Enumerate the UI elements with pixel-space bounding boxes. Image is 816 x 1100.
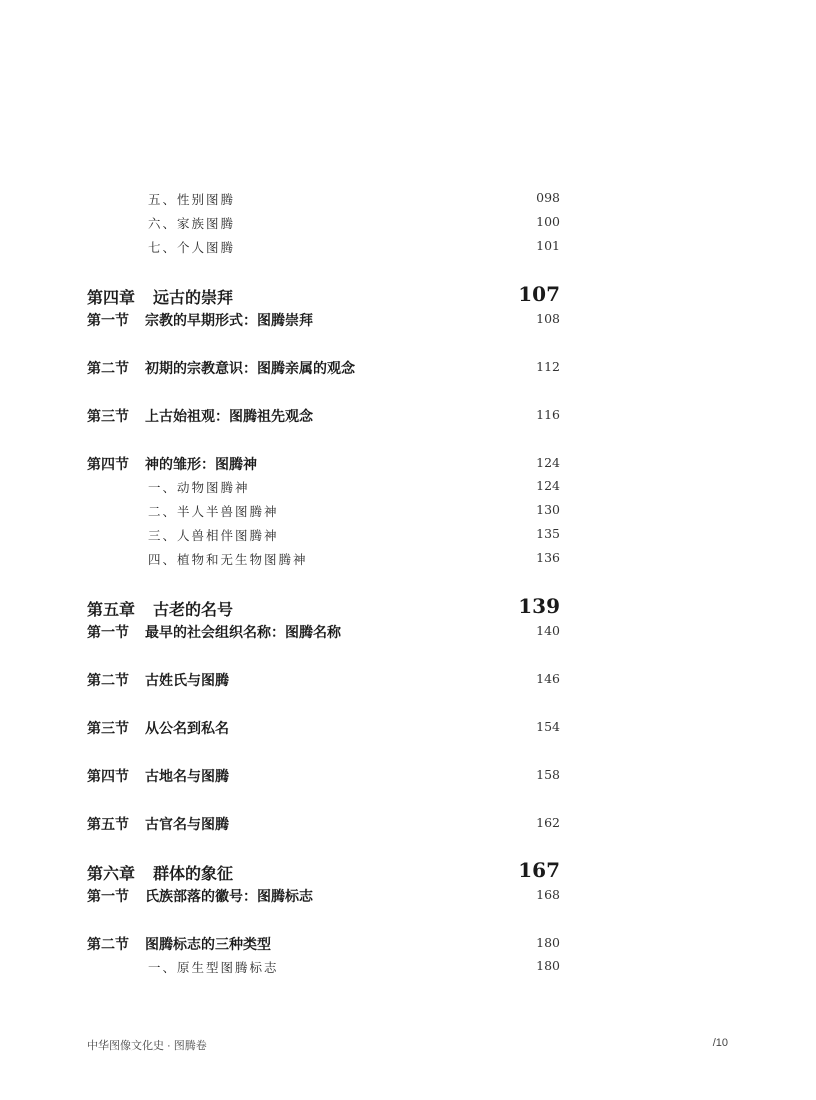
section-title: 初期的宗教意识：图腾亲属的观念 <box>145 361 355 377</box>
entry-page: 180 <box>536 958 560 973</box>
section-number: 第四节 <box>87 457 129 473</box>
entry-page: 100 <box>536 214 560 229</box>
section-number: 第二节 <box>87 937 129 953</box>
entry-label: 五、性别图腾 <box>148 192 236 207</box>
chapter-heading <box>87 597 233 620</box>
section-title: 氏族部落的徽号：图腾标志 <box>145 889 313 905</box>
toc-entry-sub <box>0 236 816 258</box>
section-heading <box>87 406 313 426</box>
footer-page-number: /10 <box>712 1037 728 1049</box>
chapter-page: 167 <box>518 858 560 882</box>
section-heading <box>87 814 229 834</box>
section-page: 180 <box>536 935 560 950</box>
section-title: 古地名与图腾 <box>145 769 229 785</box>
section-title: 图腾标志的三种类型 <box>145 937 271 953</box>
entry-label: 二、半人半兽图腾神 <box>148 504 279 519</box>
entry-label: 三、人兽相伴图腾神 <box>148 528 279 543</box>
toc-entry-section <box>0 405 816 427</box>
section-number: 第一节 <box>87 889 129 905</box>
section-heading <box>87 622 341 642</box>
section-title: 古姓氏与图腾 <box>145 673 229 689</box>
entry-label: 一、动物图腾神 <box>148 480 250 495</box>
toc-entry-sub <box>0 956 816 978</box>
toc-entry-section <box>0 885 816 907</box>
section-number: 第一节 <box>87 625 129 641</box>
toc-entry-section <box>0 621 816 643</box>
chapter-title: 古老的名号 <box>153 600 234 619</box>
entry-label: 七、个人图腾 <box>148 240 236 255</box>
section-page: 154 <box>536 719 560 734</box>
toc-entry-section <box>0 933 816 955</box>
section-number: 第一节 <box>87 313 129 329</box>
section-number: 第二节 <box>87 673 129 689</box>
chapter-title: 群体的象征 <box>153 864 234 883</box>
section-heading <box>87 934 271 954</box>
section-page: 146 <box>536 671 560 686</box>
toc-entry-section <box>0 765 816 787</box>
section-page: 112 <box>536 359 560 374</box>
toc-entry-section <box>0 717 816 739</box>
toc-entry-chapter <box>0 282 816 310</box>
chapter-page: 139 <box>518 594 560 618</box>
toc-entry-chapter <box>0 594 816 622</box>
section-page: 162 <box>536 815 560 830</box>
entry-page: 124 <box>536 478 560 493</box>
chapter-title: 远古的崇拜 <box>153 288 234 307</box>
entry-page: 130 <box>536 502 560 517</box>
toc-entry-chapter <box>0 858 816 886</box>
toc-entry-sub <box>0 548 816 570</box>
chapter-heading <box>87 861 233 884</box>
entry-label: 六、家族图腾 <box>148 216 236 231</box>
entry-label: 四、植物和无生物图腾神 <box>148 552 308 567</box>
section-heading <box>87 766 229 786</box>
section-number: 第三节 <box>87 721 129 737</box>
entry-page: 136 <box>536 550 560 565</box>
section-number: 第三节 <box>87 409 129 425</box>
toc-entry-sub <box>0 524 816 546</box>
entry-page: 098 <box>536 190 560 205</box>
section-page: 168 <box>536 887 560 902</box>
section-page: 140 <box>536 623 560 638</box>
toc-entry-sub <box>0 476 816 498</box>
section-title: 神的雏形：图腾神 <box>145 457 257 473</box>
section-number: 第四节 <box>87 769 129 785</box>
footer-book-title: 中华图像文化史 · 图腾卷 <box>87 1040 207 1052</box>
section-number: 第五节 <box>87 817 129 833</box>
section-title: 最早的社会组织名称：图腾名称 <box>145 625 341 641</box>
toc-entry-sub <box>0 188 816 210</box>
toc-entry-section <box>0 453 816 475</box>
entry-page: 135 <box>536 526 560 541</box>
chapter-number: 第六章 <box>87 864 136 883</box>
section-title: 宗教的早期形式：图腾崇拜 <box>145 313 313 329</box>
section-heading <box>87 670 229 690</box>
toc-entry-section <box>0 669 816 691</box>
section-page: 124 <box>536 455 560 470</box>
section-heading <box>87 718 229 738</box>
chapter-number: 第五章 <box>87 600 136 619</box>
toc-entry-sub <box>0 212 816 234</box>
section-number: 第二节 <box>87 361 129 377</box>
section-heading <box>87 358 355 378</box>
chapter-heading <box>87 285 233 308</box>
toc-entry-section <box>0 357 816 379</box>
section-heading <box>87 454 257 474</box>
chapter-page: 107 <box>518 282 560 306</box>
section-heading <box>87 886 313 906</box>
toc-entry-section <box>0 813 816 835</box>
entry-page: 101 <box>536 238 560 253</box>
section-title: 从公名到私名 <box>145 721 229 737</box>
chapter-number: 第四章 <box>87 288 136 307</box>
entry-label: 一、原生型图腾标志 <box>148 960 279 975</box>
section-title: 上古始祖观：图腾祖先观念 <box>145 409 313 425</box>
toc-entry-sub <box>0 500 816 522</box>
section-page: 108 <box>536 311 560 326</box>
section-page: 116 <box>536 407 560 422</box>
section-heading <box>87 310 313 330</box>
toc-entry-section <box>0 309 816 331</box>
section-title: 古官名与图腾 <box>145 817 229 833</box>
section-page: 158 <box>536 767 560 782</box>
